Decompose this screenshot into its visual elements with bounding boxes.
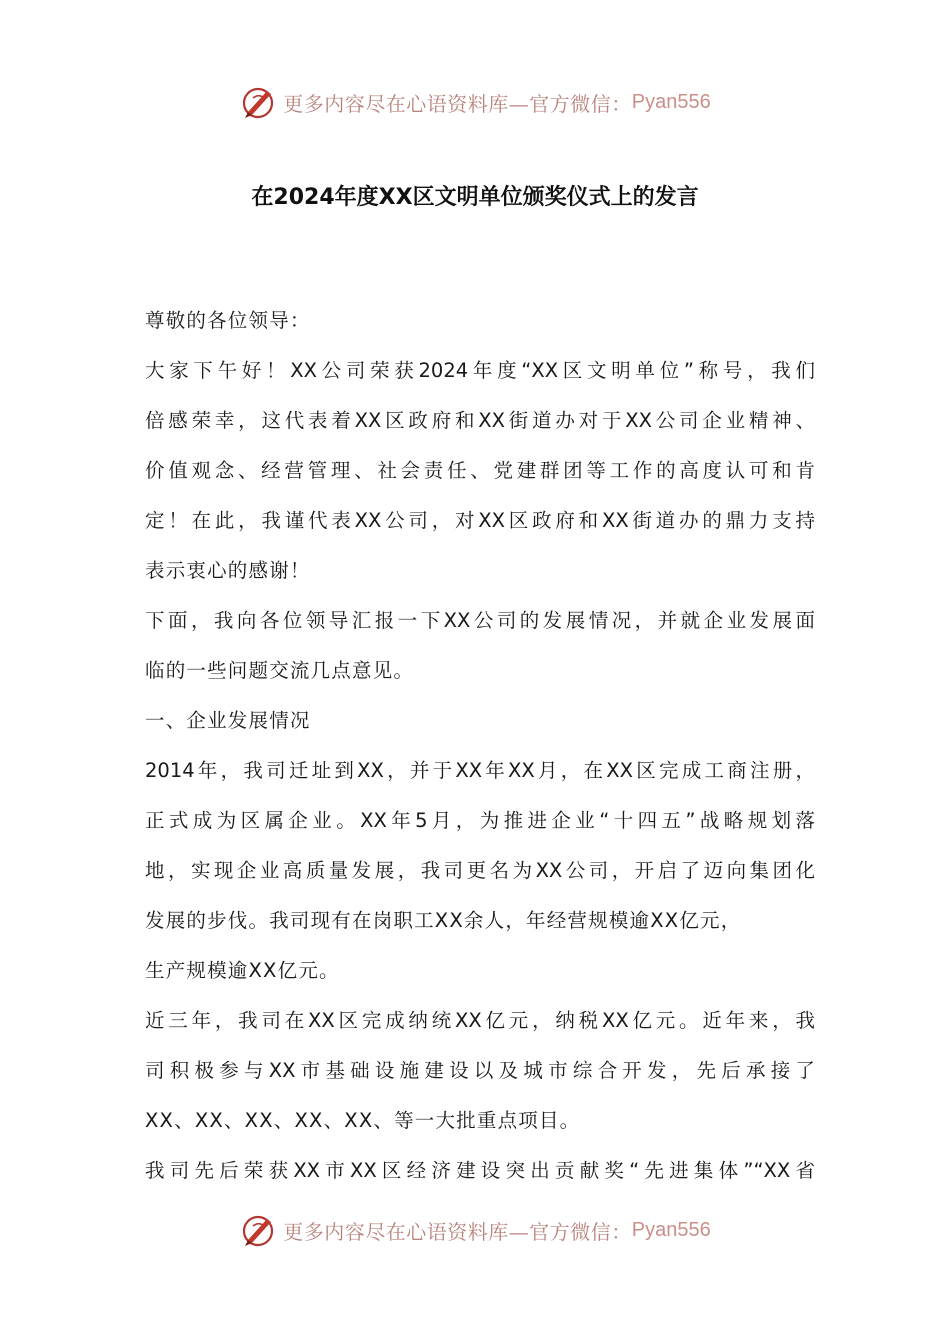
salutation-line: 尊敬的各位领导： [145, 309, 311, 332]
paragraph-line: 我司先后荣获XX市XX区经济建设突出贡献奖“先进集体”“XX省 [145, 1159, 815, 1182]
paragraph-line: 下面，我向各位领导汇报一下XX公司的发展情况，并就企业发展面 [145, 609, 815, 632]
paragraph-line: 临的一些问题交流几点意见。 [145, 659, 415, 682]
document-body [145, 296, 815, 1196]
pen-logo-icon [239, 82, 279, 122]
document-title: 在2024年度XX区文明单位颁奖仪式上的发言 [251, 185, 699, 210]
section-heading: 一、企业发展情况 [145, 709, 311, 732]
paragraph-line: XX、XX、XX、XX、XX、等一大批重点项目。 [145, 1109, 581, 1132]
header-wechat-id: Pyan556 [631, 90, 711, 113]
header-promo-text: 更多内容尽在心语资料库—官方微信： [283, 91, 632, 116]
paragraph-line: 大家下午好！XX公司荣获2024年度“XX区文明单位”称号，我们 [145, 359, 815, 382]
paragraph-line: 2014年，我司迁址到XX，并于XX年XX月，在XX区完成工商注册， [145, 759, 815, 782]
pen-logo-icon [239, 1210, 279, 1250]
footer-promo-text: 更多内容尽在心语资料库—官方微信： [283, 1219, 632, 1244]
paragraph-line: 正式成为区属企业。XX年5月，为推进企业“十四五”战略规划落 [145, 809, 815, 832]
header-watermark [0, 82, 950, 122]
paragraph-line: 近三年，我司在XX区完成纳统XX亿元，纳税XX亿元。近年来，我 [145, 1009, 815, 1032]
paragraph-line: 倍感荣幸，这代表着XX区政府和XX街道办对于XX公司企业精神、 [145, 409, 815, 432]
paragraph-line: 价值观念、经营管理、社会责任、党建群团等工作的高度认可和肯 [145, 459, 815, 482]
paragraph-line: 定！在此，我谨代表XX公司，对XX区政府和XX街道办的鼎力支持 [145, 509, 815, 532]
paragraph-line: 司积极参与XX市基础设施建设以及城市综合开发，先后承接了 [145, 1059, 815, 1082]
paragraph-line: 生产规模逾XX亿元。 [145, 959, 340, 982]
paragraph-line: 发展的步伐。我司现有在岗职工XX余人，年经营规模逾XX亿元， [145, 909, 742, 932]
footer-watermark [0, 1210, 950, 1250]
paragraph-line: 地，实现企业高质量发展，我司更名为XX公司，开启了迈向集团化 [145, 859, 815, 882]
footer-wechat-id: Pyan556 [631, 1218, 711, 1241]
paragraph-line: 表示衷心的感谢！ [145, 559, 311, 582]
